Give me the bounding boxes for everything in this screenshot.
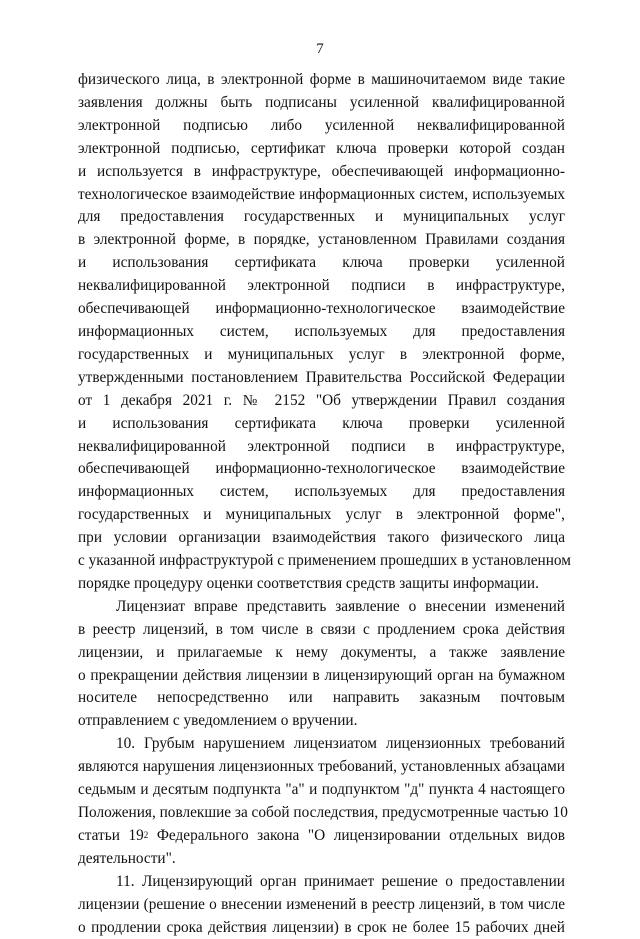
text-segment: статьи 19 xyxy=(78,826,144,844)
page-number: 7 xyxy=(316,41,324,57)
text-line: и использования сертификата ключа проверки усиленной xyxy=(78,254,565,272)
text-line: государственных и муниципальных услуг в электронной форме, xyxy=(78,345,565,363)
text-line: в реестр лицензий, в том числе в связи с продлением срока действия xyxy=(78,620,565,638)
text-line: обеспечивающей информационно-технологическое взаимодействие xyxy=(78,460,565,478)
document-body xyxy=(78,69,571,939)
superscript: 2 xyxy=(143,829,149,840)
text-line: технологическое взаимодействие информационных систем, используемых xyxy=(78,185,565,203)
text-line: 10. Грубым нарушением лицензиатом лицензионных требований xyxy=(116,735,565,753)
text-line: электронной подписью, сертификат ключа проверки которой создан xyxy=(78,139,565,157)
text-line: седьмым и десятым подпункта "а" и подпунктом "д" пункта 4 настоящего xyxy=(78,781,565,799)
text-line: Положения, повлекшие за собой последствия, предусмотренные частью 10 xyxy=(78,804,568,821)
text-line: государственных и муниципальных услуг в электронной форме", xyxy=(78,506,565,524)
text-line: при условии организации взаимодействия такого физического лица xyxy=(78,529,565,547)
text-line: лицензии, и прилагаемые к нему документы, а также заявление xyxy=(78,643,565,661)
paragraph xyxy=(78,596,565,733)
paragraph xyxy=(78,733,568,870)
text-line: отправлением с уведомлением о вручении. xyxy=(78,712,358,730)
text-line: от 1 декабря 2021 г. № 2152 "Об утверждении Правил создания xyxy=(78,391,565,409)
text-line: заявления должны быть подписаны усиленной квалифицированной xyxy=(78,93,565,111)
text-line: информационных систем, используемых для предоставления xyxy=(78,483,565,501)
text-line: с указанной инфраструктурой с применением прошедших в установленном xyxy=(78,552,571,570)
text-line: неквалифицированной электронной подписи в инфраструктуре, xyxy=(78,277,565,295)
text-line-with-superscript xyxy=(78,825,565,848)
text-line: электронной подписью либо усиленной неквалифицированной xyxy=(78,116,565,134)
text-line: и использования сертификата ключа проверки усиленной xyxy=(78,414,565,432)
text-line: неквалифицированной электронной подписи в инфраструктуре, xyxy=(78,437,565,455)
paragraph xyxy=(78,69,571,596)
text-line: и используется в инфраструктуре, обеспечивающей информационно- xyxy=(78,162,565,180)
text-line: физического лица, в электронной форме в машиночитаемом виде такие xyxy=(78,71,565,88)
text-line: обеспечивающей информационно-технологическое взаимодействие xyxy=(78,300,565,318)
text-line: деятельности". xyxy=(78,849,176,867)
text-line: являются нарушения лицензионных требований, установленных абзацами xyxy=(78,758,565,776)
text-line: лицензии (решение о внесении изменений в реестр лицензий, в том числе xyxy=(78,895,565,913)
text-line: о продлении срока действия лицензии) в срок не более 15 рабочих дней xyxy=(78,918,565,936)
text-line: утвержденными постановлением Правительства Российской Федерации xyxy=(78,368,565,386)
text-line: Лицензиат вправе представить заявление о внесении изменений xyxy=(116,597,565,615)
text-line: о прекращении действия лицензии в лицензирующий орган на бумажном xyxy=(78,666,565,684)
text-line: носителе непосредственно или направить заказным почтовым xyxy=(78,689,565,707)
text-line: информационных систем, используемых для предоставления xyxy=(78,322,565,340)
text-line: в электронной форме, в порядке, установленном Правилами создания xyxy=(78,231,565,249)
text-segment: Федерального закона "О лицензировании отдельных видов xyxy=(148,826,565,844)
text-line: порядке процедуру оценки соответствия средств защиты информации. xyxy=(78,574,539,592)
text-line: 11. Лицензирующий орган принимает решение о предоставлении xyxy=(116,872,565,890)
text-line: для предоставления государственных и муниципальных услуг xyxy=(78,208,565,226)
